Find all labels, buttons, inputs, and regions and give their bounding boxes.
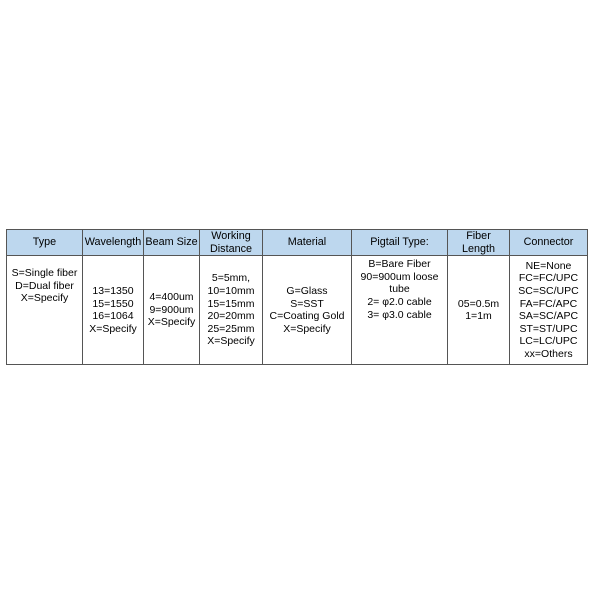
cell-line: D=Dual fiber <box>15 279 74 292</box>
cell-beam-size <box>144 256 200 365</box>
cell-line: 20=20mm <box>207 310 255 323</box>
header-fiber-length-line-2: Length <box>461 242 496 255</box>
cell-type <box>7 256 83 365</box>
header-material <box>263 230 352 256</box>
cell-pigtail-type <box>352 256 448 365</box>
cell-line: 05=0.5m <box>457 297 500 310</box>
header-pigtail-type <box>352 230 448 256</box>
cell-line: X=Specify <box>283 322 331 335</box>
cell-line: 2= φ2.0 cable <box>367 295 432 308</box>
header-beam-size <box>144 230 200 256</box>
cell-line: LC=LC/UPC <box>519 335 578 348</box>
cell-line: ST=ST/UPC <box>519 322 578 335</box>
cell-line: 1=1m <box>465 310 492 323</box>
header-beam-size-text: Beam Size <box>145 236 198 249</box>
header-connector-text: Connector <box>523 236 574 249</box>
cell-line: S=Single fiber <box>11 267 78 280</box>
header-type <box>7 230 83 256</box>
header-connector <box>510 230 588 256</box>
spec-table <box>6 229 588 365</box>
header-material-text: Material <box>287 236 327 249</box>
cell-line: 9=900um <box>149 303 194 316</box>
cell-line: 25=25mm <box>207 322 255 335</box>
table-row <box>7 256 588 365</box>
header-working-distance-line-2: Distance <box>209 242 252 255</box>
cell-line: NE=None <box>525 259 572 272</box>
cell-line: tube <box>389 283 410 296</box>
cell-line: X=Specify <box>20 292 69 305</box>
header-row <box>7 230 588 256</box>
cell-material <box>263 256 352 365</box>
cell-connector <box>510 256 588 365</box>
cell-line: FC=FC/UPC <box>518 272 579 285</box>
cell-fiber-length <box>448 256 510 365</box>
cell-line: 15=1550 <box>92 297 134 310</box>
header-working-distance <box>200 230 263 256</box>
header-working-distance-line-1: Working <box>211 230 251 242</box>
cell-line: FA=FC/APC <box>519 297 578 310</box>
cell-line: 4=400um <box>149 291 194 304</box>
cell-line: X=Specify <box>207 335 255 348</box>
header-wavelength <box>83 230 144 256</box>
header-wavelength-text: Wavelength <box>84 236 142 249</box>
cell-line: SA=SC/APC <box>518 310 579 323</box>
cell-line: xx=Others <box>524 347 573 360</box>
cell-line: 16=1064 <box>92 310 134 323</box>
cell-line: 90=900um loose <box>360 270 439 283</box>
header-fiber-length <box>448 230 510 256</box>
cell-line: 5=5mm, <box>211 272 251 285</box>
cell-line: G=Glass <box>286 284 328 297</box>
cell-line: 15=15mm <box>207 297 255 310</box>
header-fiber-length-line-1: Fiber <box>466 230 491 242</box>
cell-line: X=Specify <box>147 316 196 329</box>
cell-wavelength <box>83 256 144 365</box>
cell-line: S=SST <box>290 297 324 310</box>
cell-working-distance <box>200 256 263 365</box>
cell-line: SC=SC/UPC <box>518 284 579 297</box>
header-pigtail-type-text: Pigtail Type: <box>370 236 429 249</box>
cell-line: 13=1350 <box>92 284 134 297</box>
cell-line: B=Bare Fiber <box>368 258 431 271</box>
header-type-text: Type <box>32 236 57 249</box>
cell-line: X=Specify <box>89 322 137 335</box>
cell-line: 10=10mm <box>207 284 255 297</box>
cell-line: 3= φ3.0 cable <box>367 308 432 321</box>
cell-line: C=Coating Gold <box>269 310 345 323</box>
